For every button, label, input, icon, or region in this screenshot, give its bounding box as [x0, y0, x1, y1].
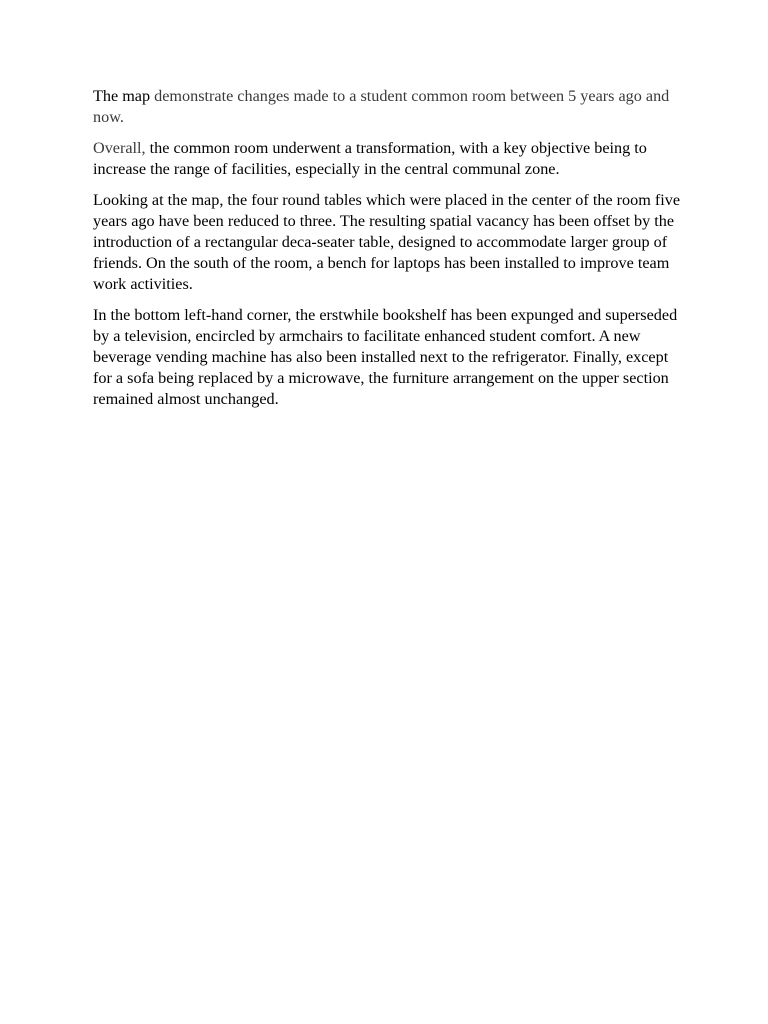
paragraph-body-2: In the bottom left-hand corner, the erstwhile bookshelf has been expunged and superseded by a television, encircled by armchairs to facilitate enhanced student comfort. A new beverage vending machine has also been installed next to the refrigerator. Finally, except for a sofa being replaced by a microwave, the furniture arrangement on the upper section remained almost unchanged. — [93, 306, 678, 408]
intro-text: demonstrate changes made to a student common room between 5 years ago and now. — [93, 87, 670, 126]
overview-text: the common room underwent a transformation, with a key objective being to increase the range of facilities, especially in the central communal zone. — [93, 139, 647, 178]
paragraph-overview — [93, 138, 683, 180]
paragraph-body-1: Looking at the map, the four round tables which were placed in the center of the room five years ago have been reduced to three. The resulting spatial vacancy has been offset by the introduction of a rectangular deca-seater table, designed to accommodate larger group of friends. On the south of the room, a bench for laptops has been installed to improve team work activities. — [93, 191, 681, 293]
overview-lead: Overall, — [93, 139, 146, 157]
intro-lead: The map — [93, 87, 151, 105]
document-page — [93, 86, 683, 420]
paragraph-intro — [93, 86, 683, 128]
